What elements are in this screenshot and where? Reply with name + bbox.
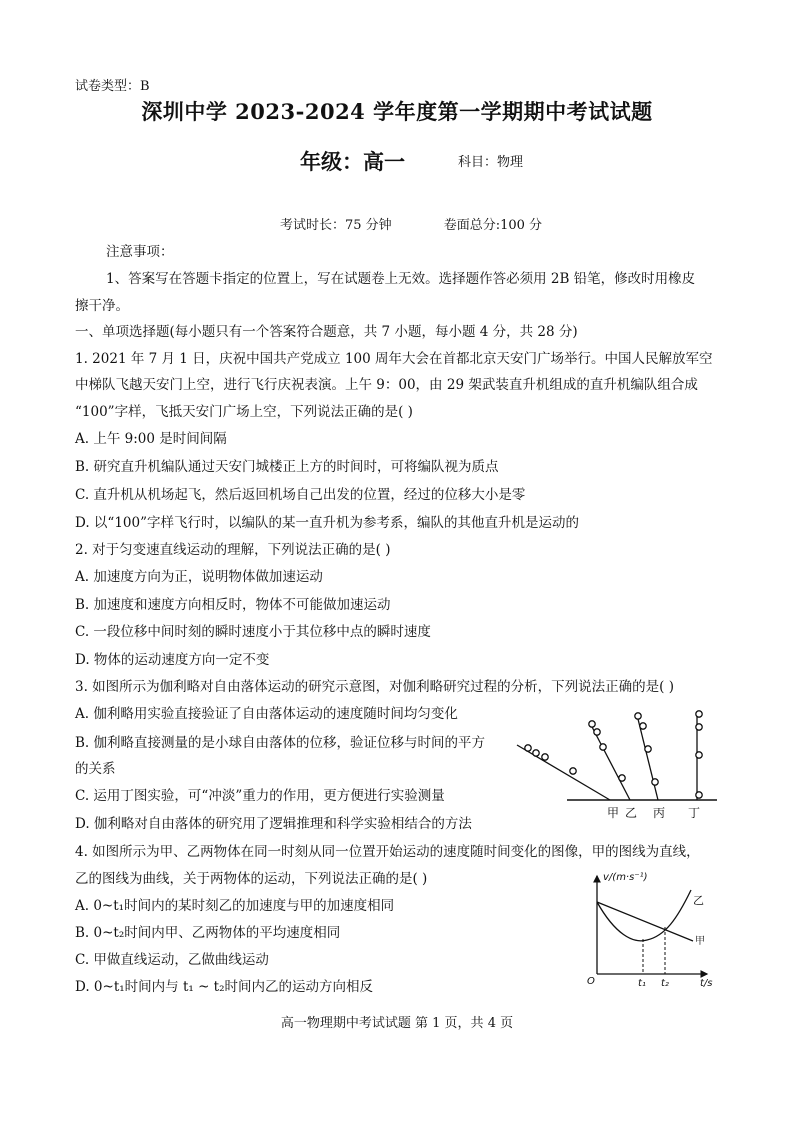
- q2-option-d: D. 物体的运动速度方向一定不变: [75, 652, 270, 668]
- series-jia-label: 甲: [695, 936, 705, 947]
- exam-total-score: 卷面总分:100 分: [443, 218, 543, 233]
- exam-duration: 考试时长：75 分钟: [280, 218, 392, 233]
- x-axis-label: t/s: [700, 978, 713, 989]
- exam-info: [280, 214, 542, 233]
- q2-option-c: C. 一段位移中间时刻的瞬时速度小于其位移中点的瞬时速度: [75, 624, 431, 640]
- notes-item-1-cont: 擦干净。: [75, 298, 129, 314]
- label-yi: 乙: [625, 806, 638, 820]
- label-ding: 丁: [688, 806, 701, 820]
- q1-option-b: B. 研究直升机编队通过天安门城楼正上方的时间时，可将编队视为质点: [75, 459, 499, 475]
- q2-stem: 2. 对于匀变速直线运动的理解，下列说法正确的是( ): [75, 542, 391, 558]
- q3-option-b-line2: 的关系: [75, 761, 116, 777]
- galileo-figure: [512, 705, 722, 823]
- q1-stem-line1: 1. 2021 年 7 月 1 日，庆祝中国共产党成立 100 周年大会在首都北京天安门广场举行。中国人民解放军空: [75, 351, 713, 367]
- paper-type: 试卷类型：B: [75, 79, 150, 94]
- q3-option-a: A. 伽利略用实验直接验证了自由落体运动的速度随时间均匀变化: [75, 706, 458, 722]
- subject-label: 科目：物理: [458, 155, 524, 170]
- notes-heading: 注意事项：: [106, 244, 174, 260]
- label-jia: 甲: [607, 806, 620, 820]
- q4-option-c: C. 甲做直线运动，乙做曲线运动: [75, 952, 269, 968]
- q1-stem-line3: “100”字样，飞抵天安门广场上空，下列说法正确的是( ): [75, 404, 413, 420]
- notes-item-1: 1、答案写在答题卡指定的位置上，写在试题卷上无效。选择题作答必须用 2B 铅笔，修改时用橡皮: [106, 271, 696, 287]
- q1-option-a: A. 上午 9:00 是时间间隔: [75, 431, 227, 447]
- q2-option-b: B. 加速度和速度方向相反时，物体不可能做加速运动: [75, 597, 391, 613]
- exam-title: 深圳中学 2023-2024 学年度第一学期期中考试试题: [141, 99, 653, 124]
- q1-stem-line2: 中梯队飞越天安门上空，进行飞行庆祝表演。上午 9：00，由 29 架武装直升机组成的直升机编队组合成: [75, 377, 698, 393]
- y-axis-label: v/(m·s⁻¹): [603, 872, 648, 883]
- q3-option-d: D. 伽利略对自由落体的研究用了逻辑推理和科学实验相结合的方法: [75, 816, 472, 832]
- origin-label: O: [587, 976, 595, 987]
- q4-option-a: A. 0~t₁时间内的某时刻乙的加速度与甲的加速度相同: [75, 898, 395, 914]
- grade-label: 年级：高一: [300, 149, 405, 174]
- q4-option-d: D. 0~t₁时间内与 t₁ ~ t₂时间内乙的运动方向相反: [75, 979, 374, 995]
- section-heading: 一、单项选择题(每小题只有一个答案符合题意，共 7 小题，每小题 4 分，共 28 分): [75, 324, 578, 340]
- q3-option-b-line1: B. 伽利略直接测量的是小球自由落体的位移，验证位移与时间的平方: [75, 735, 486, 751]
- page-footer: 高一物理期中考试试题 第 1 页，共 4 页: [280, 1016, 514, 1031]
- q2-option-a: A. 加速度方向为正，说明物体做加速运动: [75, 569, 323, 585]
- q4-stem-line2: 乙的图线为曲线，关于两物体的运动，下列说法正确的是( ): [75, 871, 428, 887]
- series-yi-label: 乙: [693, 894, 704, 907]
- q1-option-d: D. 以“100”字样飞行时，以编队的某一直升机为参考系，编队的其他直升机是运动的: [75, 515, 579, 531]
- t2-label: t₂: [661, 978, 669, 989]
- vt-graph: [585, 864, 720, 990]
- q4-stem-line1: 4. 如图所示为甲、乙两物体在同一时刻从同一位置开始运动的速度随时间变化的图像，甲的图线为直线，: [75, 844, 700, 860]
- curve-yi: [597, 890, 691, 941]
- grade-subject-row: [0, 146, 794, 172]
- q3-option-c: C. 运用丁图实验，可“冲淡”重力的作用，更方便进行实验测量: [75, 788, 445, 804]
- q3-stem: 3. 如图所示为伽利略对自由落体运动的研究示意图，对伽利略研究过程的分析，下列说法正确的是( ): [75, 679, 674, 695]
- q4-option-b: B. 0~t₂时间内甲、乙两物体的平均速度相同: [75, 925, 341, 941]
- label-bing: 丙: [653, 806, 666, 820]
- incline-jia: [517, 745, 610, 800]
- line-jia: [597, 902, 693, 941]
- t1-label: t₁: [638, 978, 646, 989]
- q1-option-c: C. 直升机从机场起飞，然后返回机场自己出发的位置，经过的位移大小是零: [75, 487, 526, 503]
